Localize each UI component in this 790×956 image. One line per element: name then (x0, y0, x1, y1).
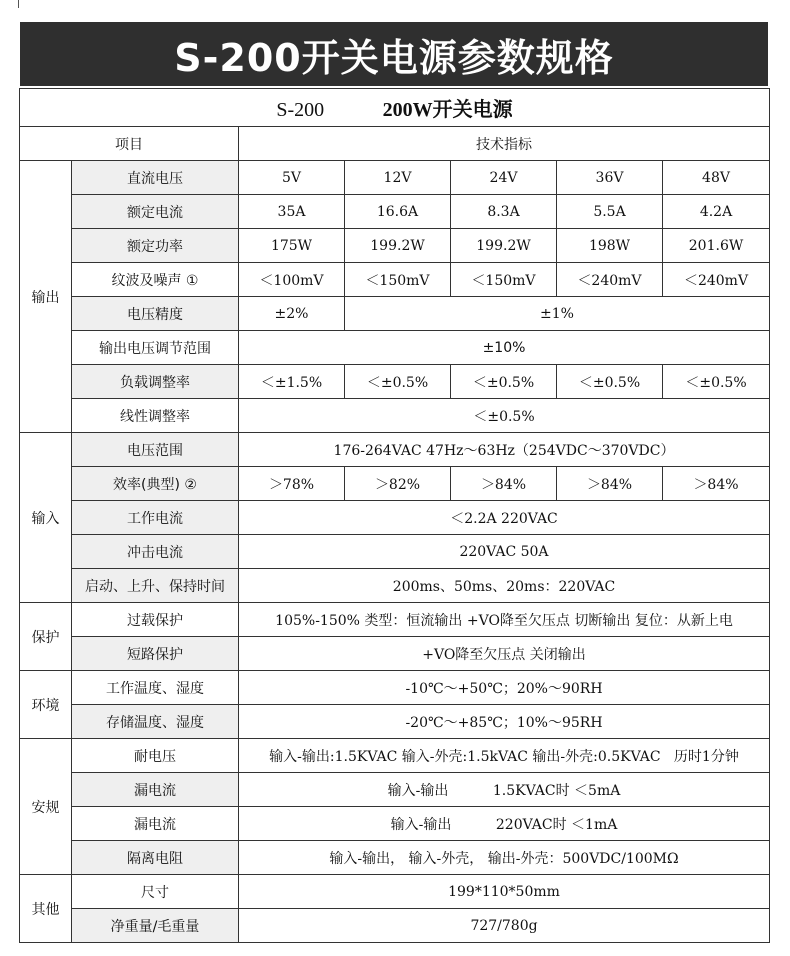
row-label: 直流电压 (72, 161, 239, 195)
value-cell: 8.3A (451, 195, 557, 229)
value-cell: ＜±0.5% (239, 399, 770, 433)
value-cell: ＜240mV (663, 263, 770, 297)
row-label: 额定功率 (72, 229, 239, 263)
model-desc: 200W开关电源 (382, 99, 513, 121)
value-cell: ＞78% (239, 467, 345, 501)
value-cell: ＜150mV (451, 263, 557, 297)
value-cell: ＞84% (451, 467, 557, 501)
model-row (20, 89, 770, 127)
header-row (20, 127, 770, 161)
row-label: 效率(典型) ② (72, 467, 239, 501)
row-label: 短路保护 (72, 637, 239, 671)
row-label: 工作电流 (72, 501, 239, 535)
value-cell: ＜2.2A 220VAC (239, 501, 770, 535)
table-row (20, 229, 770, 263)
value-cell: 199.2W (345, 229, 451, 263)
value-cell: ＞84% (557, 467, 663, 501)
group-other: 其他 (20, 875, 72, 943)
table-row (20, 501, 770, 535)
row-label: 负载调整率 (72, 365, 239, 399)
table-row (20, 807, 770, 841)
row-label: 冲击电流 (72, 535, 239, 569)
table-row (20, 909, 770, 943)
value-cell: ＜100mV (239, 263, 345, 297)
value-cell: 727/780g (239, 909, 770, 943)
value-cell: 12V (345, 161, 451, 195)
table-row (20, 569, 770, 603)
value-cell: -10℃～+50℃；20%～90RH (239, 671, 770, 705)
value-cell: ＜150mV (345, 263, 451, 297)
value-cell: 199.2W (451, 229, 557, 263)
row-label: 隔离电阻 (72, 841, 239, 875)
group-environment: 环境 (20, 671, 72, 739)
value-cell: 4.2A (663, 195, 770, 229)
row-label: 电压范围 (72, 433, 239, 467)
table-row (20, 467, 770, 501)
group-safety: 安规 (20, 739, 72, 875)
model-cell (20, 89, 770, 127)
value-cell: 输入-输出 220VAC时 ＜1mA (239, 807, 770, 841)
top-edge-line (18, 0, 19, 8)
row-label: 纹波及噪声 ① (72, 263, 239, 297)
value-cell: ＜240mV (557, 263, 663, 297)
row-label: 耐电压 (72, 739, 239, 773)
table-row (20, 671, 770, 705)
value-cell: 198W (557, 229, 663, 263)
table-row (20, 297, 770, 331)
value-cell: ＜±1.5% (239, 365, 345, 399)
value-cell: ±2% (239, 297, 345, 331)
value-cell: 199*110*50mm (239, 875, 770, 909)
value-cell: 输入-输出 1.5KVAC时 ＜5mA (239, 773, 770, 807)
value-cell: 176-264VAC 47Hz～63Hz（254VDC～370VDC） (239, 433, 770, 467)
row-label: 工作温度、湿度 (72, 671, 239, 705)
header-item: 项目 (20, 127, 239, 161)
row-label: 线性调整率 (72, 399, 239, 433)
spec-table (19, 88, 770, 943)
header-spec: 技术指标 (239, 127, 770, 161)
row-label: 尺寸 (72, 875, 239, 909)
group-protection: 保护 (20, 603, 72, 671)
table-row (20, 637, 770, 671)
table-row (20, 433, 770, 467)
table-row (20, 841, 770, 875)
group-output: 输出 (20, 161, 72, 433)
table-row (20, 365, 770, 399)
value-cell: ＜±0.5% (451, 365, 557, 399)
table-row (20, 263, 770, 297)
table-row (20, 195, 770, 229)
value-cell: ＜±0.5% (345, 365, 451, 399)
row-label: 额定电流 (72, 195, 239, 229)
value-cell: ＜±0.5% (663, 365, 770, 399)
table-row (20, 773, 770, 807)
value-cell: 35A (239, 195, 345, 229)
value-cell: ＜±0.5% (557, 365, 663, 399)
value-cell: 24V (451, 161, 557, 195)
row-label: 漏电流 (72, 773, 239, 807)
model-name: S-200 (276, 99, 325, 121)
group-input: 输入 (20, 433, 72, 603)
value-cell: 5V (239, 161, 345, 195)
table-row (20, 603, 770, 637)
value-cell: ＞82% (345, 467, 451, 501)
row-label: 漏电流 (72, 807, 239, 841)
value-cell: 5.5A (557, 195, 663, 229)
value-cell: 220VAC 50A (239, 535, 770, 569)
value-cell: 201.6W (663, 229, 770, 263)
value-cell: ＞84% (663, 467, 770, 501)
value-cell: 输入-输出:1.5KVAC 输入-外壳:1.5kVAC 输出-外壳:0.5KVAC 历时1分钟 (239, 739, 770, 773)
table-row (20, 705, 770, 739)
row-label: 存储温度、湿度 (72, 705, 239, 739)
table-row (20, 875, 770, 909)
table-row (20, 399, 770, 433)
value-cell: ±1% (345, 297, 770, 331)
row-label: 电压精度 (72, 297, 239, 331)
value-cell: 36V (557, 161, 663, 195)
table-row (20, 161, 770, 195)
value-cell: -20℃～+85℃；10%～95RH (239, 705, 770, 739)
row-label: 输出电压调节范围 (72, 331, 239, 365)
row-label: 净重量/毛重量 (72, 909, 239, 943)
value-cell: 175W (239, 229, 345, 263)
value-cell: 16.6A (345, 195, 451, 229)
row-label: 过载保护 (72, 603, 239, 637)
value-cell: 输入-输出， 输入-外壳， 输出-外壳：500VDC/100MΩ (239, 841, 770, 875)
value-cell: 48V (663, 161, 770, 195)
value-cell: ±10% (239, 331, 770, 365)
value-cell: 105%-150% 类型：恒流输出 +VO降至欠压点 切断输出 复位：从新上电 (239, 603, 770, 637)
table-row (20, 535, 770, 569)
page-title: S-200开关电源参数规格 (20, 22, 768, 86)
value-cell: 200ms、50ms、20ms：220VAC (239, 569, 770, 603)
value-cell: +VO降至欠压点 关闭输出 (239, 637, 770, 671)
row-label: 启动、上升、保持时间 (72, 569, 239, 603)
table-row (20, 739, 770, 773)
table-row (20, 331, 770, 365)
